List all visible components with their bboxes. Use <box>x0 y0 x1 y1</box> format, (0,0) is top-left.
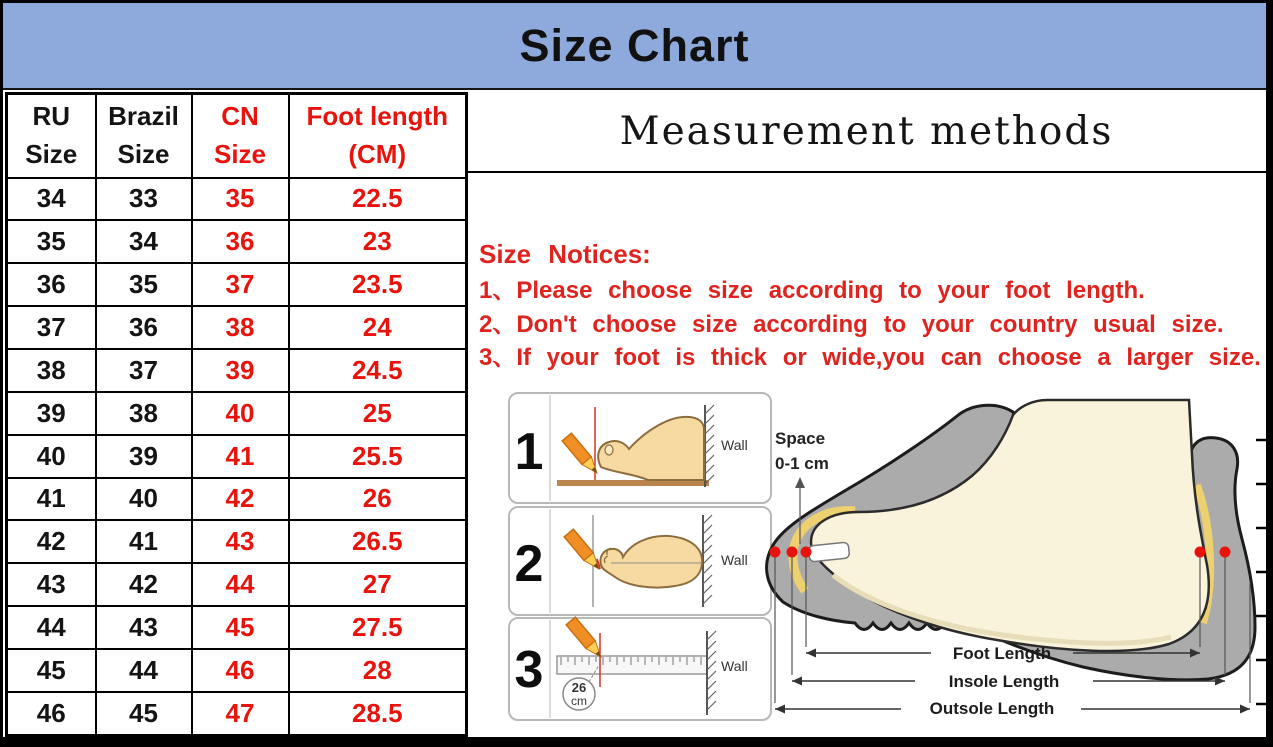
wall-label: Wall <box>721 658 748 674</box>
size-table-body <box>7 178 467 736</box>
space-label-line1: Space <box>775 429 826 448</box>
measurement-step-2 <box>509 507 771 615</box>
size-table-cell: 44 <box>192 563 289 606</box>
table-row <box>7 178 467 221</box>
measurement-diagram <box>465 375 1266 737</box>
size-table-cell: 43 <box>96 606 192 649</box>
size-notices-heading: Size Notices: <box>479 239 651 269</box>
size-table-cell: 38 <box>7 349 96 392</box>
space-label-line2: 0-1 cm <box>775 454 829 473</box>
size-table-cell: 23.5 <box>289 263 467 306</box>
notice-line: 3、If your foot is thick or wide,you can choose a larger size. <box>479 344 1261 371</box>
size-table-cell: 35 <box>192 178 289 221</box>
table-row <box>7 392 467 435</box>
size-table-cell: 42 <box>7 520 96 563</box>
size-table-cell: 44 <box>96 649 192 692</box>
page-title: Size Chart <box>519 19 750 71</box>
table-row <box>7 649 467 692</box>
table-row <box>7 220 467 263</box>
wall-label: Wall <box>721 552 748 568</box>
step-number: 2 <box>514 535 544 593</box>
size-table-cell: 40 <box>192 392 289 435</box>
size-table-cell: 23 <box>289 220 467 263</box>
size-table-cell: 25 <box>289 392 467 435</box>
size-table-cell: 41 <box>192 435 289 478</box>
size-notices-list <box>479 274 1267 375</box>
size-table-cell: 37 <box>192 263 289 306</box>
step-number: 1 <box>514 423 544 481</box>
notice-line: 2、Don't choose size according to your country usual size. <box>479 310 1224 338</box>
measurement-step-1 <box>509 393 771 503</box>
size-table-cell: 39 <box>7 392 96 435</box>
size-table-cell: 34 <box>7 178 96 221</box>
table-row <box>7 520 467 563</box>
edge-ticks <box>1256 440 1266 704</box>
size-table-cell: 38 <box>96 392 192 435</box>
insole-length-label: Insole Length <box>948 672 1060 691</box>
size-table-header-cell: CN Size <box>192 94 289 178</box>
size-table-cell: 28 <box>289 649 467 692</box>
size-table-cell: 45 <box>7 649 96 692</box>
table-row <box>7 692 467 736</box>
measurement-methods-box <box>465 92 1266 173</box>
size-table-cell: 44 <box>7 606 96 649</box>
size-table-cell: 22.5 <box>289 178 467 221</box>
size-table-cell: 41 <box>96 520 192 563</box>
size-table-cell: 42 <box>96 563 192 606</box>
size-table-cell: 47 <box>192 692 289 736</box>
size-notices <box>479 239 1267 375</box>
size-table-header-row <box>7 94 467 178</box>
size-table-cell: 40 <box>7 435 96 478</box>
table-row <box>7 478 467 521</box>
size-table-cell: 37 <box>7 306 96 349</box>
foot-length-label: Foot Length <box>952 644 1052 663</box>
table-row <box>7 606 467 649</box>
size-table-cell: 46 <box>7 692 96 736</box>
shoe-cross-section <box>767 400 1266 718</box>
size-table-cell: 39 <box>192 349 289 392</box>
size-table-cell: 27.5 <box>289 606 467 649</box>
size-table-cell: 36 <box>7 263 96 306</box>
size-table-cell: 33 <box>96 178 192 221</box>
size-table-cell: 42 <box>192 478 289 521</box>
size-table <box>5 92 468 737</box>
size-table-cell: 35 <box>7 220 96 263</box>
header-banner <box>3 3 1266 90</box>
size-table-cell: 27 <box>289 563 467 606</box>
size-table-cell: 36 <box>96 306 192 349</box>
size-table-cell: 40 <box>96 478 192 521</box>
size-table-cell: 26 <box>289 478 467 521</box>
ruler <box>557 656 707 674</box>
step-number: 3 <box>514 641 544 699</box>
size-table-header-cell: Foot length (CM) <box>289 94 467 178</box>
size-table-cell: 35 <box>96 263 192 306</box>
size-table-cell: 36 <box>192 220 289 263</box>
outsole-length-label: Outsole Length <box>929 699 1055 718</box>
space-arrowhead <box>795 477 805 488</box>
size-table-cell: 43 <box>7 563 96 606</box>
table-row <box>7 306 467 349</box>
size-table-header-cell: Brazil Size <box>96 94 192 178</box>
size-table-header-cell: RU Size <box>7 94 96 178</box>
size-table-cell: 45 <box>96 692 192 736</box>
size-table-cell: 37 <box>96 349 192 392</box>
size-table-cell: 45 <box>192 606 289 649</box>
table-row <box>7 435 467 478</box>
size-table-cell: 34 <box>96 220 192 263</box>
size-table-cell: 26.5 <box>289 520 467 563</box>
table-row <box>7 263 467 306</box>
size-table-cell: 24.5 <box>289 349 467 392</box>
size-table-cell: 39 <box>96 435 192 478</box>
table-row <box>7 563 467 606</box>
measurement-methods-title: Measurement methods <box>619 109 1114 154</box>
ruler-unit: cm <box>571 694 587 708</box>
size-table-cell: 25.5 <box>289 435 467 478</box>
size-table-cell: 41 <box>7 478 96 521</box>
ruler-value: 26 <box>571 680 587 695</box>
size-table-cell: 28.5 <box>289 692 467 736</box>
size-table-cell: 24 <box>289 306 467 349</box>
size-table-cell: 46 <box>192 649 289 692</box>
wall-label: Wall <box>721 437 748 453</box>
size-table-cell: 43 <box>192 520 289 563</box>
notice-line: 1、Please choose size according to your foot length. <box>479 277 1145 304</box>
toe-cap <box>808 542 849 562</box>
measurement-step-3 <box>509 617 771 720</box>
size-table-cell: 38 <box>192 306 289 349</box>
table-row <box>7 349 467 392</box>
